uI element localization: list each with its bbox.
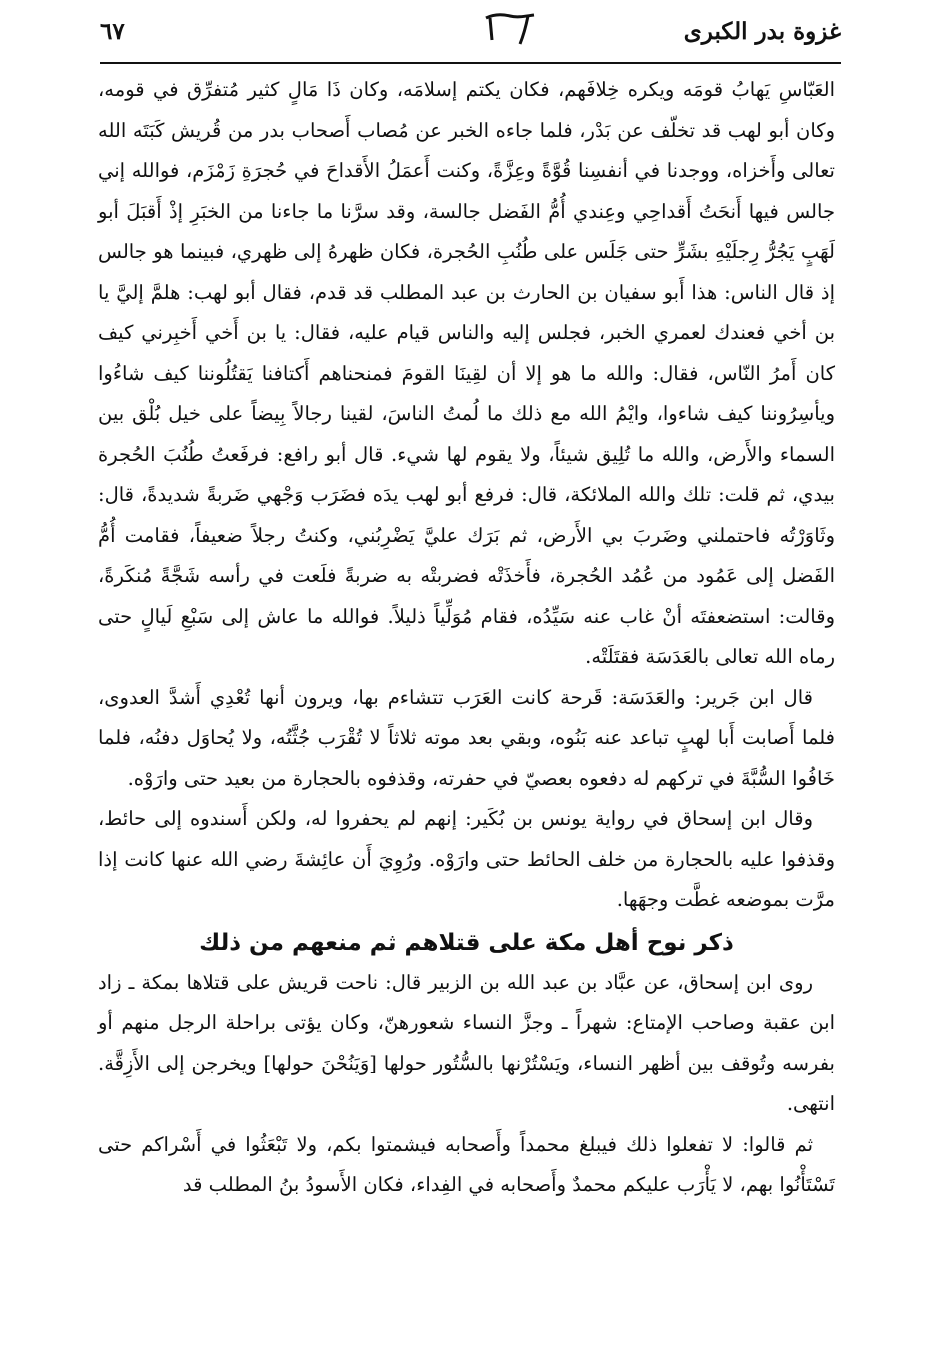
page-header <box>100 8 841 58</box>
running-title: غزوة بدر الكبرى <box>683 18 841 45</box>
paragraph: ثم قالوا: لا تفعلوا ذلك فيبلغ محمداً وأَصحابه فيشمتوا بكم، ولا تَبْعَثُوا في أَسْراكم حتى تَسْتَأْنُوا بهم، لا يَأْرَب عليكم محمدٌ وأَصحابه في الفِداء، فكان الأَسودُ بنُ المطلب قد <box>98 1132 835 1196</box>
paragraph: العَبّاسِ يَهابُ قومَه ويكره خِلافَهم، فكان يكتم إسلامَه، وكان ذَا مَالٍ كثير مُتفرِّق في قومه، وكان أبو لهب قد تخلّف عن بَدْر، فلما جاءه الخبر عن مُصاب أَصحاب بدر من قُريش كَبَتَه الله تعالى وأَخزاه، ووجدنا في أنفسِنا قُوَّةً وعِزَّةً، وكنت أَعمَلُ الأَقداحَ في حُجرَةِ زَمْزَم، فوالله إني جالس فيها أَنحَتُ أَقداحِي وعِندي أُمُّ الفَضل جالسة، وقد سرَّنا ما جاءنا من الخبَرِ إذْ أَقبَلَ أبو لَهَبٍ يَجُرُّ رِجلَيْهِ بشَرٍّ حتى جَلَس على طُنُبِ الحُجرة، فكان ظهرهُ إلى ظهري، فبينما هو جالس إذ قال الناس: هذا أَبو سفيان بن الحارث بن عبد المطلب قد قدم، فقال أبو لهب: هلمَّ إليَّ يا بن أخي فعندك لعمري الخبر، فجلس إليه والناس قيام عليه، فقال: يا بن أَخي أَخبِرني كيف كان أَمرُ النّاس، فقال: والله ما هو إلا أن لقِينَا القومَ فمنحناهم أَكتافنا يَقتُلُوننا كيف شاءُوا ويأسِرُوننا كيف شاءوا، وايْمُ الله مع ذلك ما لُمتُ الناسَ، لقينا رجالاً بِيضاً على خيل بُلْق بين السماء والأَرض، والله ما تُلِيق شيئاً، ولا يقوم لها شيء. قال أبو رافع: فرفَعتُ طُنُبَ الحُجرة بيدي، ثم قلت: تلك والله الملائكة، قال: فرفع أبو لهب يدَه فضَرَب وَجْهي ضَربةً شديدةً، قال: وثَاوَرْتُه فاحتملني وضَربَ بي الأَرض، ثم بَرَك عليَّ يَضْرِبُني، وكنتُ رجلاً ضعيفاً، فقامت أُمُّ الفَضل إلى عَمُود من عُمُد الحُجرة، فأَخذَتْه فضربتْه به ضربةً فلَعت في رأسه شَجَّةً مُنكَرةً، وقالت: استضعفتَه أنْ غاب عنه سَيِّدُه، فقام مُوَلِّياً ذليلاً. فوالله ما عاش إلى سَبْعِ لَيالٍ حتى رماه الله تعالى بالعَدَسَة فقتَلَتْه. <box>98 78 835 668</box>
page-number: ٦٧ <box>100 18 125 45</box>
paragraph: روى ابن إسحاق، عن عبَّاد بن عبد الله بن الزبير قال: ناحت قريش على قتلاها بمكة ـ زاد ابن عقبة وصاحب الإمتاع: شهراً ـ وجزَّ النساء شعورهنّ، وكان يؤتى براحلة الرجل منهم أو بفرسه وتُوقف بين أظهر النساء، ويَسْتُرْنها بالسُّتُور حولها [وَيَنُحْنَ حولها] ويخرجن إلى الأَزِقَّة. انتهى. <box>98 970 835 1115</box>
section-heading: ذكر نوح أهل مكة على قتلاهم ثم منعهم من ذلك <box>199 929 734 956</box>
paragraph: قال ابن جَرير: والعَدَسَة: قَرحة كانت العَرَب تتشاءم بها، ويرون أنها تُعْدِي أَشدَّ العدوى، فلما أَصابت أَبا لهبٍ تباعد عنه بَنُوه، وبقي بعد موته ثلاثاً لا تُقْرَب جُثَّتُه، ولا يُحاوَل دفنُه، فلما خَافُوا السُّبَّةَ في تركهم له دفعوه بعصيّ في حفرته، وقذفوه بالحجارة من بعيد حتى وارَوْه. <box>98 685 835 790</box>
paragraph: وقال ابن إسحاق في رواية يونس بن بُكَير: إنهم لم يحفروا له، ولكن أَسندوه إلى حائط، وقذفوا عليه بالحجارة من خلف الحائط حتى وارَوْه. ورُوِيَ أَن عائِشةَ رضي الله عنها كانت إذا مرَّت بموضعه غطَّت وجهَها. <box>98 807 835 911</box>
main-text <box>98 70 835 1206</box>
handwritten-mark-icon <box>480 10 540 48</box>
header-divider <box>100 62 841 64</box>
